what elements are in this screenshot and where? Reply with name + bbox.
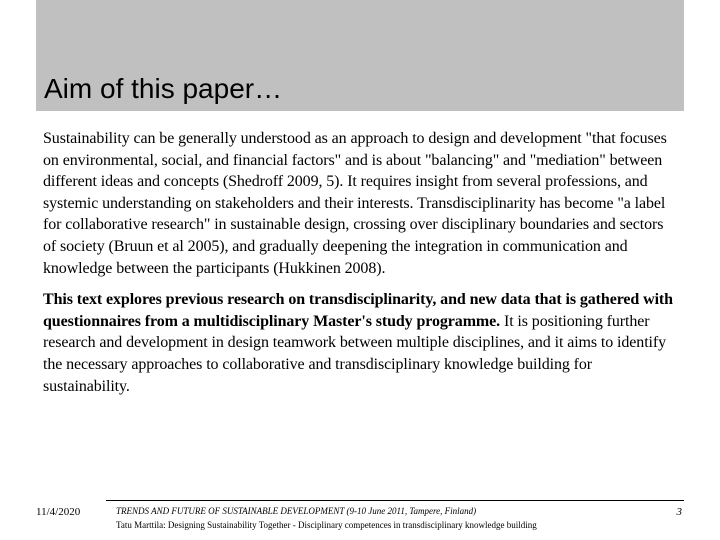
title-band <box>36 0 684 111</box>
slide-footer <box>36 500 684 536</box>
footer-conference: TRENDS AND FUTURE OF SUSTAINABLE DEVELOPMENT (9-10 June 2011, Tampere, Finland) <box>116 506 477 516</box>
page-number: 3 <box>676 506 682 518</box>
slide-body <box>43 128 675 397</box>
slide-title: Aim of this paper… <box>44 73 283 105</box>
body-paragraph-2-bold: This text explores previous research on transdisciplinarity, and new data that is gathered with questionnaires from a multidisciplinary Master's study programme. <box>43 291 673 330</box>
footer-date: 11/4/2020 <box>36 506 81 518</box>
footer-author-line: Tatu Marttila: Designing Sustainability Together - Disciplinary competences in transdisciplinary knowledge building <box>116 520 537 530</box>
body-paragraph-2-rest: It is positioning further research and development in design teamwork between multiple disciplines, and it aims to identify the necessary approaches to collaborative and transdisciplinary knowledge building for sustainability. <box>43 312 667 395</box>
footer-divider <box>106 500 684 501</box>
body-paragraph-2 <box>43 289 675 397</box>
body-paragraph-1: Sustainability can be generally understood as an approach to design and development "that focuses on environmental, social, and financial factors" and is about "balancing" and "mediation" between different ideas and concepts (Shedroff 2009, 5). It requires insight from several professions, and systemic understanding on stakeholders and their interests. Transdisciplinarity has become "a label for collaborative research" in sustainable design, crossing over disciplinary boundaries and sectors of society (Bruun et al 2005), and gradually deepening the integration in communication and knowledge between the participants (Hukkinen 2008). <box>43 130 667 277</box>
